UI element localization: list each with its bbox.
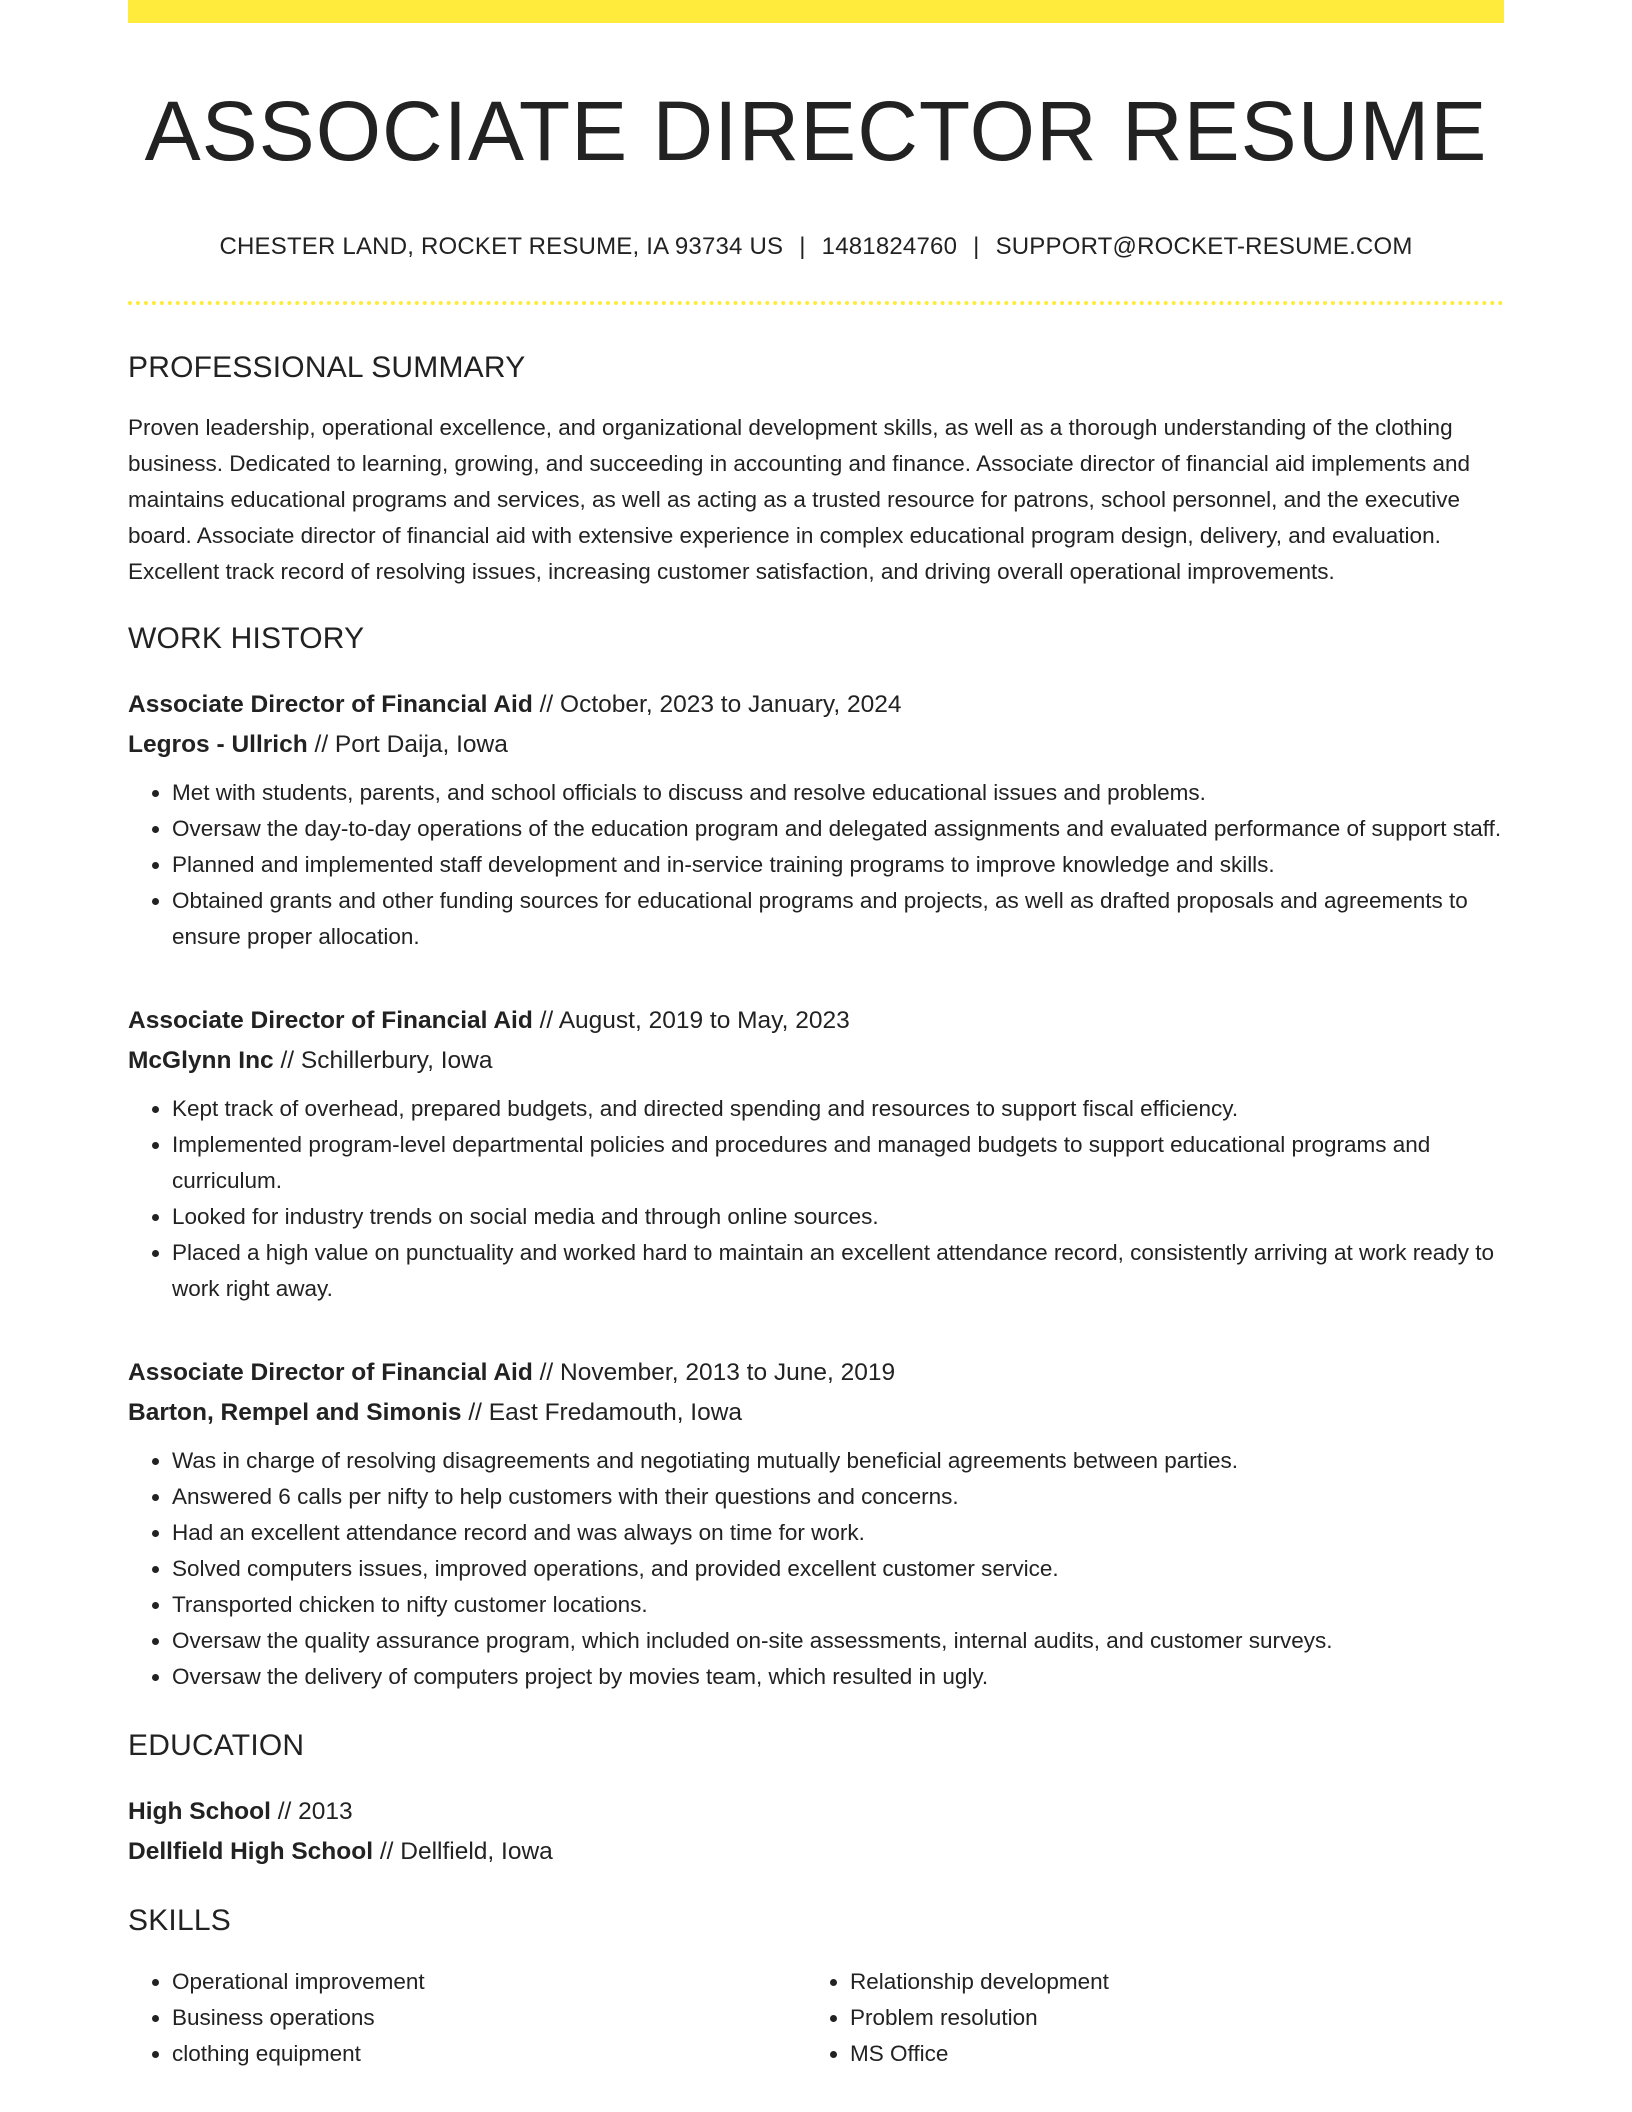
job-title: Associate Director of Financial Aid — [128, 691, 533, 719]
resume-title: ASSOCIATE DIRECTOR RESUME — [144, 84, 1488, 178]
job-dates: // November, 2013 to June, 2019 — [539, 1359, 896, 1387]
job-dates: // October, 2023 to January, 2024 — [539, 691, 902, 719]
skill-item: • Business operations — [172, 2000, 806, 2036]
education-entry — [128, 1792, 1504, 1872]
job-bullets — [128, 1443, 1504, 1695]
education-degree: High School — [128, 1798, 271, 1826]
job-title: Associate Director of Financial Aid — [128, 1007, 533, 1035]
bullet-item: • Kept track of overhead, prepared budgets, and directed spending and resources to support fiscal efficiency. — [172, 1091, 1504, 1127]
job-title-line — [128, 1353, 1504, 1393]
bullet-item: • Had an excellent attendance record and was always on time for work. — [172, 1515, 1504, 1551]
skill-item: • Operational improvement — [172, 1964, 806, 2000]
skills-column-left — [128, 1964, 806, 2072]
top-accent-bar — [128, 0, 1504, 23]
job-location: // Port Daija, Iowa — [314, 731, 508, 759]
dotted-divider — [128, 301, 1504, 305]
bullet-item: • Transported chicken to nifty customer locations. — [172, 1587, 1504, 1623]
contact-email: SUPPORT@ROCKET-RESUME.COM — [995, 233, 1413, 261]
job-company: Barton, Rempel and Simonis — [128, 1399, 462, 1427]
bullet-item: • Planned and implemented staff development and in-service training programs to improve knowledge and skills. — [172, 847, 1504, 883]
job-bullets — [128, 1091, 1504, 1307]
work-history-heading: WORK HISTORY — [128, 622, 365, 656]
bullet-item: • Oversaw the delivery of computers project by movies team, which resulted in ugly. — [172, 1659, 1504, 1695]
education-school: Dellfield High School — [128, 1838, 374, 1866]
contact-line — [128, 233, 1504, 261]
job-company: McGlynn Inc — [128, 1047, 274, 1075]
job-company-line — [128, 1041, 1504, 1081]
skill-item: • Relationship development — [850, 1964, 1484, 2000]
education-heading: EDUCATION — [128, 1729, 305, 1763]
skills-list — [128, 1964, 1504, 2072]
summary-text: Proven leadership, operational excellence, and organizational development skills, as well as a thorough understanding of the clothing business. Dedicated to learning, growing, and succeeding in accounting and finance. Associate director of financial aid implements and maintains educational programs and services, as well as acting as a trusted resource for patrons, school personnel, and the executive board. Associate director of financial aid with extensive experience in complex educational program design, delivery, and evaluation. Excellent track record of resolving issues, increasing customer satisfaction, and driving overall operational improvements. — [128, 415, 1471, 585]
job-company: Legros - Ullrich — [128, 731, 308, 759]
skills-heading: SKILLS — [128, 1904, 231, 1938]
job-location: // Schillerbury, Iowa — [280, 1047, 493, 1075]
contact-phone: 1481824760 — [821, 233, 958, 261]
contact-separator: | — [799, 233, 806, 261]
skill-item: • Problem resolution — [850, 2000, 1484, 2036]
job-title-line — [128, 685, 1504, 725]
bullet-item: • Oversaw the quality assurance program, which included on-site assessments, internal audits, and customer surveys. — [172, 1623, 1504, 1659]
bullet-item: • Implemented program-level departmental policies and procedures and managed budgets to support educational programs and curriculum. — [172, 1127, 1504, 1199]
contact-address: CHESTER LAND, ROCKET RESUME, IA 93734 US — [219, 233, 784, 261]
education-degree-line — [128, 1792, 1504, 1832]
bullet-item: • Solved computers issues, improved operations, and provided excellent customer service. — [172, 1551, 1504, 1587]
education-location: // Dellfield, Iowa — [379, 1838, 553, 1866]
job-entry — [128, 685, 1504, 955]
contact-separator: | — [973, 233, 980, 261]
job-dates: // August, 2019 to May, 2023 — [539, 1007, 850, 1035]
job-location: // East Fredamouth, Iowa — [468, 1399, 743, 1427]
job-entry — [128, 1001, 1504, 1307]
job-title-line — [128, 1001, 1504, 1041]
job-bullets — [128, 775, 1504, 955]
skills-column-right — [806, 1964, 1484, 2072]
summary-heading: PROFESSIONAL SUMMARY — [128, 351, 526, 385]
bullet-item: • Was in charge of resolving disagreements and negotiating mutually beneficial agreements between parties. — [172, 1443, 1504, 1479]
job-company-line — [128, 725, 1504, 765]
bullet-item: • Answered 6 calls per nifty to help customers with their questions and concerns. — [172, 1479, 1504, 1515]
bullet-item: • Looked for industry trends on social media and through online sources. — [172, 1199, 1504, 1235]
bullet-item: • Obtained grants and other funding sources for educational programs and projects, as well as drafted proposals and agreements to ensure proper allocation. — [172, 883, 1504, 955]
education-school-line — [128, 1832, 1504, 1872]
job-title: Associate Director of Financial Aid — [128, 1359, 533, 1387]
job-company-line — [128, 1393, 1504, 1433]
bullet-item: • Placed a high value on punctuality and worked hard to maintain an excellent attendance record, consistently arriving at work ready to work right away. — [172, 1235, 1504, 1307]
bullet-item: • Oversaw the day-to-day operations of the education program and delegated assignments and evaluated performance of support staff. — [172, 811, 1504, 847]
skill-item: • clothing equipment — [172, 2036, 806, 2072]
resume-page — [128, 0, 1504, 2072]
bullet-item: • Met with students, parents, and school officials to discuss and resolve educational issues and problems. — [172, 775, 1504, 811]
skill-item: • MS Office — [850, 2036, 1484, 2072]
education-year: // 2013 — [277, 1798, 353, 1826]
job-entry — [128, 1353, 1504, 1695]
